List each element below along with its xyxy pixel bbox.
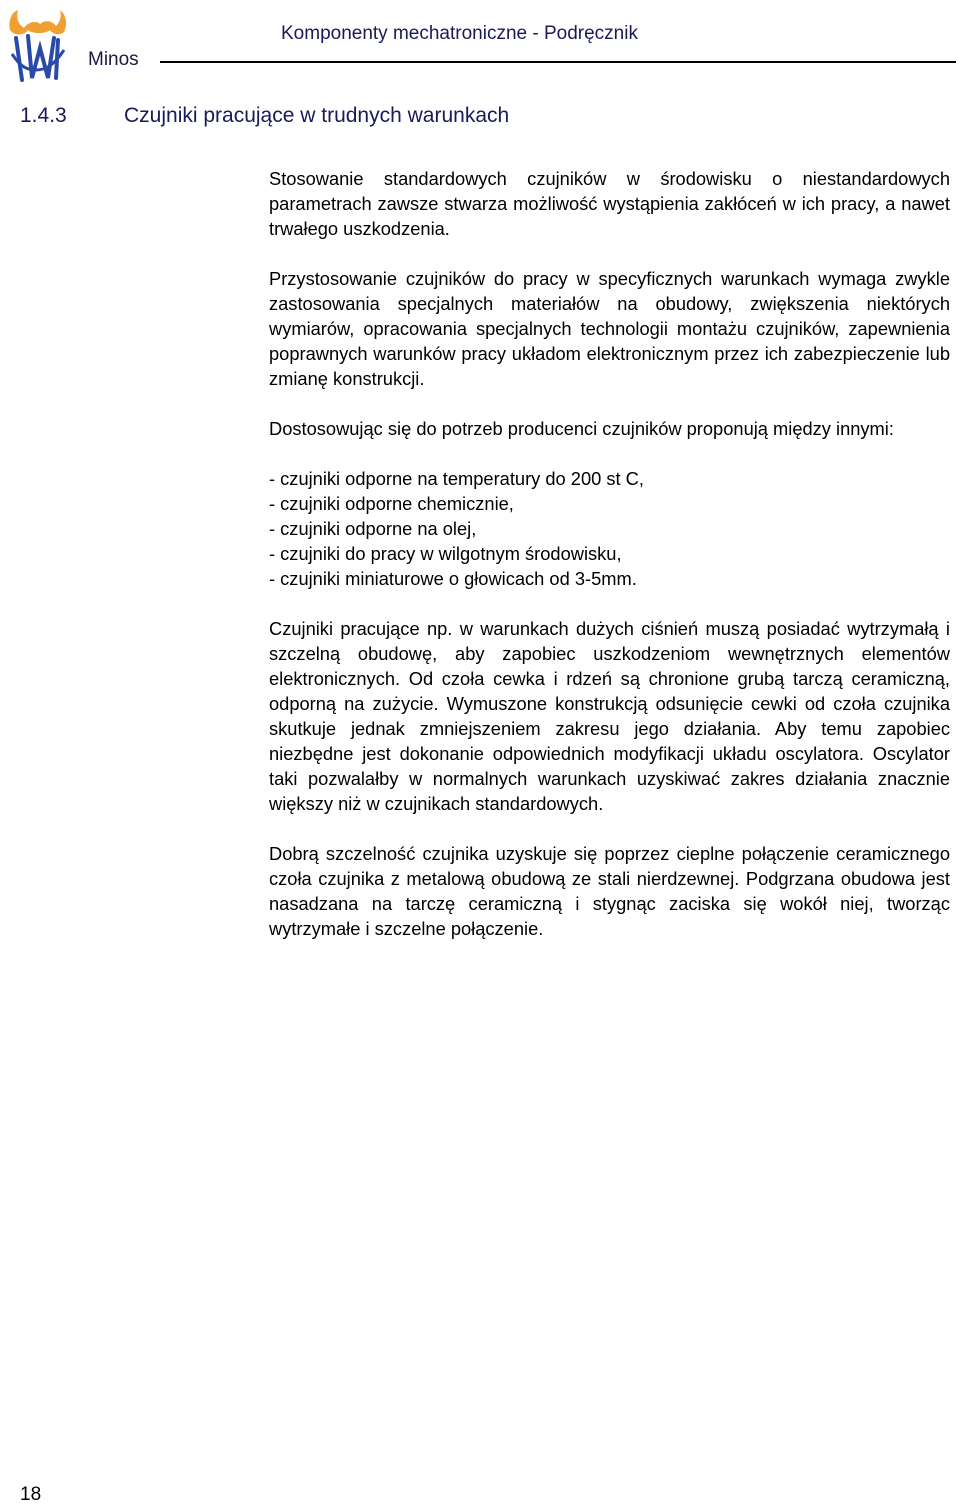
minos-logo [6,8,68,84]
list-item: - czujniki odporne chemicznie, [269,493,514,514]
page-number: 18 [20,1484,42,1505]
list-item: - czujniki odporne na olej, [269,518,477,539]
section-heading [20,104,509,128]
list-item: - czujniki do pracy w wilgotnym środowisku, [269,543,622,564]
header-rule [160,61,956,63]
body-text [269,166,950,966]
list-item: - czujniki miniaturowe o głowicach od 3-5mm. [269,568,637,589]
paragraph-intro: Stosowanie standardowych czujników w środowisku o niestandardowych parametrach zawsze stwarza możliwość wystąpienia zakłóceń w ich pracy, a nawet trwałego uszkodzenia. [269,168,950,239]
list-item: - czujniki odporne na temperatury do 200 st C, [269,468,644,489]
sensor-type-list [269,466,950,591]
paragraph-list-intro: Dostosowując się do potrzeb producenci czujników proponują między innymi: [269,418,894,439]
paragraph-adaptation: Przystosowanie czujników do pracy w specyficznych warunkach wymaga zwykle zastosowania specjalnych materiałów na obudowy, zwiększenia niektórych wymiarów, opracowania specjalnych technologii montażu czujników, zapewnienia poprawnych warunków pracy układom elektronicznym przez ich zabezpieczenie lub zmianę konstrukcji. [269,268,950,389]
brand-name: Minos [88,49,139,70]
paragraph-pressure: Czujniki pracujące np. w warunkach dużych ciśnień muszą posiadać wytrzymałą i szczelną obudowę, aby zapobiec uszkodzeniom wewnętrznych elementów elektronicznych. Od czoła cewka i rdzeń są chronione grubą tarczą ceramiczną, odporną na zużycie. Wymuszone konstrukcją odsunięcie cewki od czoła czujnika skutkuje jednak zmniejszeniem zakresu jego działania. Aby temu zapobiec niezbędne jest dokonanie odpowiednich modyfikacji układu oscylatora. Oscylator taki pozwalałby w normalnych warunkach uzyskiwać zakres działania znacznie większy niż w czujnikach standardowych. [269,618,950,814]
document-title: Komponenty mechatroniczne - Podręcznik [281,23,638,44]
section-title: Czujniki pracujące w trudnych warunkach [124,104,510,127]
section-number: 1.4.3 [20,104,67,127]
paragraph-sealing: Dobrą szczelność czujnika uzyskuje się poprzez cieplne połączenie ceramicznego czoła czujnika z metalową obudową ze stali nierdzewnej. Podgrzana obudowa jest nasadzana na tarczę ceramiczną i stygnąc zaciska się wokół niej, tworząc wytrzymałe i szczelne połączenie. [269,843,950,939]
